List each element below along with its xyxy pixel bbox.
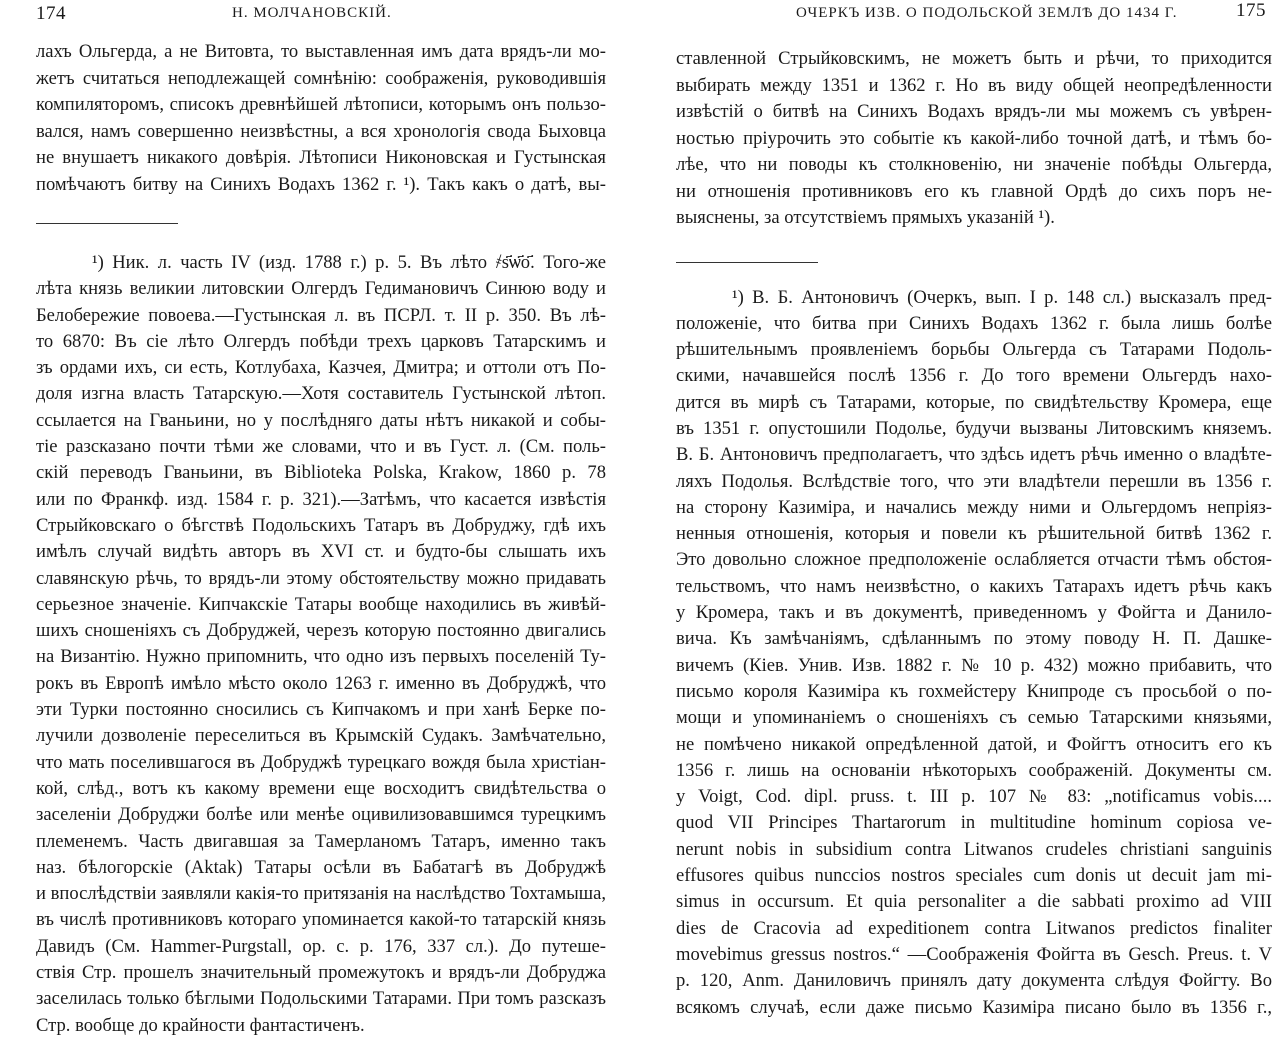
body-line: выбирать между 1351 и 1362 г. Но въ виду общей неопредѣленности <box>676 74 1272 96</box>
footnote-line: у Кромера, такъ и въ документѣ, приведенномъ у Фойгта и Данило- <box>676 602 1272 624</box>
footnote-line: nerunt nobis in subsidium contra Litwanos crudeles christiani sanguinis <box>676 838 1272 860</box>
footnote-divider <box>676 262 818 263</box>
footnote-line: Давидъ (См. Hammer-Purgstall, op. c. р. 176, 337 сл.). До путеше- <box>36 935 606 957</box>
body-line: выяснены, за отсутствіемъ прямыхъ указаній ¹). <box>676 207 1055 228</box>
footnote-line: ¹) Ник. л. часть IV (изд. 1788 г.) р. 5. Въ лѣто ҂s҃ѡ҃о҃. Того-же <box>92 252 606 273</box>
footnote-line: племенемъ. Часть двигавшая за Тамерланомъ Татаръ, именно такъ <box>36 830 606 852</box>
footnote-line: на сторону Казиміра, и начались между ними и Ольгердомъ непріяз- <box>676 496 1272 518</box>
footnote-line: В. Б. Антоновичъ предполагаетъ, что здѣсь идетъ рѣчь именно о владѣте- <box>676 444 1272 466</box>
footnote-line: ствія Стр. прошелъ значительный промежутокъ и врядъ-ли Добруджа <box>36 962 606 984</box>
footnote-line: Стрыйковскаго о бѣгствѣ Подольскихъ Татаръ въ Добруджу, гдѣ ихъ <box>36 514 606 536</box>
right-footnote <box>676 285 1272 1021</box>
body-line: не внушаетъ никакого довѣрія. Лѣтописи Никоновская и Густынская <box>36 147 606 168</box>
footnote-line: у Voigt, Cod. dipl. pruss. t. III р. 107 № 83: „notificamus vobis.... <box>676 786 1272 808</box>
right-body-text <box>676 46 1272 232</box>
footnote-line: на Византію. Нужно припомнить, что одно изъ первыхъ поселеній Ту- <box>36 646 606 668</box>
footnote-line: славянскую рѣчь, то врядъ-ли этому обстоятельству можно придавать <box>36 567 606 589</box>
footnote-line: шихъ сношеніяхъ съ Добруджей, черезъ которую постоянно двигались <box>36 620 606 642</box>
footnote-line: лѣта князь великии литовскии Олгердъ Гедимановичъ Синюю воду и <box>36 278 606 300</box>
footnote-line: письмо короля Казиміра къ гохмейстеру Книпроде съ просьбой о по- <box>676 680 1272 702</box>
footnote-line: всякомъ случаѣ, если даже письмо Казиміра писано было въ 1356 г., <box>676 996 1272 1018</box>
footnote-line: вичемъ (Кіев. Унив. Изв. 1882 г. № 10 р. 432) можно прибавить, что <box>676 654 1272 676</box>
footnote-line: тельствомъ, что намъ неизвѣстно, о какихъ Татарахъ идетъ рѣчь какъ <box>676 575 1272 597</box>
footnote-line: или по Франкф. изд. 1584 г. р. 321).—Затѣмъ, что касается извѣстія <box>36 488 606 510</box>
footnote-line: дится въ мирѣ съ Татарами, которые, по свидѣтельству Кромера, еще <box>676 391 1272 413</box>
footnote-line: simus in occursum. Et quia personaliter a die sabbati proximo ad VIII <box>676 891 1272 913</box>
footnote-line: мощи и упоминаніемъ о сношеніяхъ съ семью Татарскими князьями, <box>676 707 1272 729</box>
right-page <box>676 0 1272 1018</box>
right-page-number: 175 <box>1236 0 1266 21</box>
body-line: ни отношенія противниковъ его къ главной Ордѣ до сихъ поръ не- <box>676 180 1272 202</box>
body-line: извѣстій о битвѣ на Синихъ Водахъ врядъ-ли мы можемъ съ увѣрен- <box>676 101 1272 122</box>
footnote-line: скій переводъ Гваньини, въ Biblioteka Polska, Krakow, 1860 р. 78 <box>36 462 606 484</box>
footnote-line: тіе разсказано почти тѣми же словами, что и въ Густ. л. (См. поль- <box>36 436 606 458</box>
footnote-line: то 6870: Въ сіе лѣто Олгердъ побѣди трехъ царковъ Татарскимъ и <box>36 330 606 352</box>
footnote-line: movebimus gressus nostros.“ —Соображенія Фойгта въ Gesch. Preus. t. V <box>676 943 1272 965</box>
footnote-line: имѣлъ случай видѣть авторъ въ XVI ст. и будто-бы слышать ихъ <box>36 541 606 563</box>
footnote-line: ненныя отношенія, которыя и повели къ рѣшительной битвѣ 1362 г. <box>676 523 1272 545</box>
body-line: ностью пріурочить это событіе къ какой-либо точной датѣ, и тѣмъ бо- <box>676 127 1272 149</box>
body-line: лахъ Ольгерда, а не Витовта, то выставленная имъ дата врядъ-ли мо- <box>36 41 606 62</box>
left-page-number: 174 <box>36 3 66 24</box>
footnote-line: скими, начавшейся послѣ 1356 г. До того времени Ольгердъ нахо- <box>676 365 1272 387</box>
footnote-line: эти Турки постоянно сносились съ Кипчакомъ и при ханѣ Берке по- <box>36 699 606 721</box>
footnote-line: dies de Cracovia ad expeditionem contra Litwanos predictos finaliter <box>676 917 1272 939</box>
footnote-line: доля изгна власть Татарскую.—Хотя составитель Густынской лѣтоп. <box>36 383 606 405</box>
left-body-text <box>36 39 606 198</box>
footnote-divider <box>36 223 178 224</box>
footnote-line: заселеніи Добруджи болѣе или менѣе оцивилизовавшимся турецкимъ <box>36 804 606 826</box>
body-line: компиляторомъ, списокъ древнѣйшей лѣтописи, которымъ онъ пользо- <box>36 94 606 115</box>
footnote-line: что мать поселившагося въ Добруджѣ турецкаго вождя была христіан- <box>36 751 606 773</box>
body-line: жетъ считаться неподлежащей сомнѣнію: соображенія, руководившія <box>36 67 606 89</box>
footnote-line: кой, слѣд., вотъ къ какому времени еще восходитъ свидѣтельства о <box>36 777 606 799</box>
footnote-line: въ 1351 г. опустошили Подолье, будучи вызваны Литовскимъ княземъ. <box>676 417 1272 439</box>
left-page-header <box>36 0 606 26</box>
footnote-line: рокъ въ Европѣ имѣло мѣсто около 1263 г. именно въ Добруджѣ, что <box>36 672 606 694</box>
footnote-line: quod VII Principes Thartarorum in multitudine hominum copiosa ve- <box>676 812 1272 834</box>
footnote-line: р. 120, Anm. Даниловичъ принялъ дату документа слѣдуя Фойгту. Во <box>676 970 1272 992</box>
footnote-line: положеніе, что битва при Синихъ Водахъ 1362 г. была лишь болѣе <box>676 312 1272 334</box>
footnote-line: и впослѣдствіи заявляли какія-то притязанія на наслѣдство Тохтамыша, <box>36 883 606 905</box>
footnote-line: серьезное значеніе. Кипчакскіе Татары вообще находились въ живѣй- <box>36 593 606 615</box>
body-line: лѣе, что ни поводы къ столкновенію, ни значеніе побѣды Ольгерда, <box>676 154 1272 175</box>
footnote-line: вича. Къ замѣчаніямъ, сдѣланнымъ по этому поводу Н. П. Дашке- <box>676 628 1272 650</box>
footnote-line: Белобережие повоева.—Густынская л. въ ПСРЛ. т. II р. 350. Въ лѣ- <box>36 304 606 326</box>
footnote-line: въ числѣ противниковъ котораго упоминается какой-то татарскій князь <box>36 909 606 931</box>
right-running-head: ОЧЕРКЪ ИЗВ. О ПОДОЛЬСКОЙ ЗЕМЛѢ ДО 1434 Г. <box>796 5 1178 21</box>
footnote-line: заселилась только бѣглыми Подольскими Татарами. При томъ разсказъ <box>36 988 606 1010</box>
footnote-line: зъ ордами ихъ, си есть, Котлубаха, Казчея, Дмитра; и оттоли отъ По- <box>36 357 606 379</box>
left-page <box>36 0 606 1036</box>
footnote-line: ляхъ Подолья. Вслѣдствіе того, что эти владѣтели перешли въ 1356 г. <box>676 470 1272 492</box>
footnote-line: Это довольно сложное предположеніе ослабляется отчасти тѣмъ обстоя- <box>676 549 1272 571</box>
right-page-header <box>676 0 1272 26</box>
body-line: вался, намъ совершенно неизвѣстны, а вся хронологія свода Быховца <box>36 120 606 142</box>
footnote-line: рѣшительнымъ проявленіемъ борьбы Ольгерда съ Татарами Подоль- <box>676 339 1272 361</box>
footnote-line: 1356 г. лишь на основаніи нѣкоторыхъ соображеній. Документы см. <box>676 759 1272 781</box>
footnote-line: effusores quibus nunccios nostros speciales cum donis ut decuit jam mi- <box>676 865 1272 887</box>
footnote-line: ¹) В. Б. Антоновичъ (Очеркъ, вып. I р. 148 сл.) высказалъ пред- <box>732 286 1272 308</box>
footnote-line: ссылается на Гваньини, но у послѣдняго даты нѣтъ никакой и собы- <box>36 409 606 431</box>
footnote-line: наз. бѣлогорскіе (Aktak) Татары осѣли въ Бабатагѣ въ Добруджѣ <box>36 856 606 878</box>
body-line: помѣчаютъ битву на Синихъ Водахъ 1362 г. ¹). Такъ какъ о датѣ, вы- <box>36 173 606 195</box>
left-running-head: Н. МОЛЧАНОВСКІЙ. <box>232 5 392 21</box>
left-footnote <box>36 250 606 1039</box>
footnote-line: лучили дозволеніе переселиться въ Крымскій Судакъ. Замѣчательно, <box>36 725 606 747</box>
footnote-line: Стр. вообще до крайности фантастиченъ. <box>36 1014 365 1036</box>
footnote-line: не помѣчено никакой опредѣленной датой, и Фойгтъ относитъ его къ <box>676 733 1272 755</box>
body-line: ставленной Стрыйковскимъ, не можетъ быть и рѣчи, то приходится <box>676 48 1272 69</box>
